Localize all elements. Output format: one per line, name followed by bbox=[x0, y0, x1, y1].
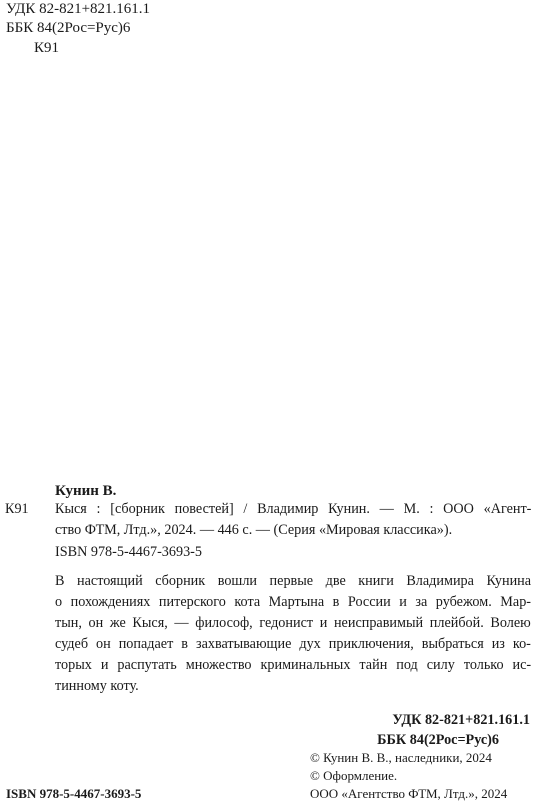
bbk-top: ББК 84(2Рос=Рус)6 bbox=[6, 20, 131, 36]
isbn-record: ISBN 978-5-4467-3693-5 bbox=[55, 544, 202, 560]
bibliographic-line-1: Кыся : [сборник повестей] / Владимир Кунин. — М. : ООО «Агент- bbox=[55, 501, 532, 517]
annotation-line-3: тын, он же Кыся, — философ, гедонист и неисправимый плейбой. Волею bbox=[55, 615, 531, 631]
author-sign-top: К91 bbox=[34, 40, 60, 56]
bibliographic-line-2: ство ФТМ, Лтд.», 2024. — 446 с. — (Серия «Мировая классика»). bbox=[55, 522, 453, 538]
udk-bottom: УДК 82-821+821.161.1 bbox=[392, 712, 530, 728]
author-sign: К91 bbox=[5, 501, 29, 517]
annotation-line-5: торых и распутать множество криминальных тайн под силу только ис- bbox=[55, 657, 532, 673]
copyright-line-3: ООО «Агентство ФТМ, Лтд.», 2024 bbox=[310, 786, 508, 801]
udk-top: УДК 82-821+821.161.1 bbox=[6, 1, 151, 17]
annotation-line-1: В настоящий сборник вошли первые две книги Владимира Кунина bbox=[55, 573, 532, 589]
annotation-line-4: судеб он попадает в захватывающие дух приключения, выбраться из ко- bbox=[55, 636, 531, 652]
bbk-bottom: ББК 84(2Рос=Рус)6 bbox=[377, 732, 499, 748]
author-name: Кунин В. bbox=[55, 483, 117, 499]
copyright-line-1: © Кунин В. В., наследники, 2024 bbox=[310, 750, 492, 765]
annotation-line-6: тинному коту. bbox=[55, 678, 139, 694]
copyright-line-2: © Оформление. bbox=[310, 768, 398, 783]
annotation-line-2: о похождениях питерского кота Мартына в России и за рубежом. Мар- bbox=[55, 594, 532, 610]
isbn-footer: ISBN 978-5-4467-3693-5 bbox=[6, 786, 142, 801]
